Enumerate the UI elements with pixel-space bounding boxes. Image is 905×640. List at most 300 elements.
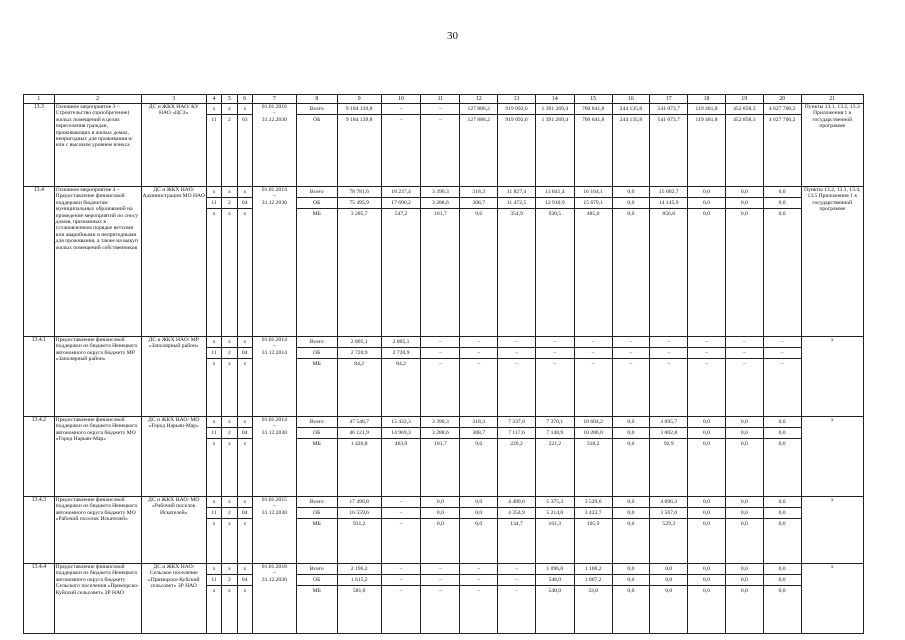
funding-source-label: Всего [297,564,337,575]
value-cell [650,104,688,187]
value-amount: 318,3 [460,187,497,198]
date-start: 01.01.2014 [261,337,287,343]
budget-code-value: 04 [238,508,252,519]
column-header: 17 [650,95,688,104]
budget-code-value: x [222,417,236,428]
budget-code-value: x [207,187,221,198]
funding-source-label: ОБ [297,428,337,439]
value-amount: – [688,348,725,359]
value-cell [688,417,726,497]
date-start: 01.01.2018 [261,564,287,570]
value-cell [498,337,536,417]
value-amount: 0,0 [726,417,763,428]
value-amount: 14 145,9 [650,198,687,209]
value-amount: 0,0 [726,198,763,209]
budget-code-cell [237,104,252,187]
value-cell [535,104,574,187]
budget-code-value: 04 [238,575,252,586]
item-code: 13.4.2 [24,417,55,497]
value-amount: 0,0 [726,575,763,586]
value-cell [381,417,421,497]
table-row [24,417,864,497]
value-amount: 18 237,4 [382,187,421,198]
value-cell [650,564,688,634]
value-cell [337,417,381,497]
value-amount: 0,0 [764,497,801,508]
value-amount: 0,0 [613,508,650,519]
value-amount: 0,0 [726,497,763,508]
value-amount: – [575,337,612,348]
value-amount: 760 641,8 [575,104,612,115]
value-cell [688,104,726,187]
budget-code-value: x [243,361,247,367]
value-amount: – [399,588,403,594]
value-amount: 0,0 [613,575,650,586]
value-amount: 1 100,2 [575,564,612,575]
value-amount: – [536,337,574,348]
value-cell [725,104,763,187]
budget-code-cell [206,417,221,497]
value-amount: 4 627 700,2 [768,117,796,123]
value-amount: 244 135,8 [619,117,643,123]
value-cell [688,337,726,417]
period-cell [252,497,296,564]
value-amount: – [399,117,403,123]
value-amount: 2 720,9 [338,348,381,359]
value-cell [688,564,726,634]
value-amount: 919 092,6 [505,117,528,123]
budget-code-value: x [228,211,231,217]
value-amount: 2 805,1 [338,337,381,348]
value-amount: 931,2 [352,521,366,527]
value-amount: 33,0 [588,588,599,594]
column-header: 7 [252,95,296,104]
value-amount: 0,0 [703,441,711,447]
value-amount: 4 096,3 [650,497,687,508]
value-cell [763,497,801,564]
value-amount: 0,0 [778,441,786,447]
value-amount: 0,0 [627,441,635,447]
funding-source-label: ОБ [313,117,321,123]
value-amount: 0,0 [613,497,650,508]
value-amount: 1 096,0 [536,564,574,575]
value-cell [498,104,536,187]
funding-source-label: ОБ [297,575,337,586]
value-amount: – [421,104,459,115]
value-cell [421,337,460,417]
responsible-executor: ДС и ЖКХ НАО/ МО «Рабочий поселок Искателей» [141,497,206,564]
value-cell [688,187,726,337]
value-cell [535,564,574,634]
value-amount: – [650,348,687,359]
budget-code-cell [222,497,237,564]
funding-source-cell [296,497,337,564]
value-amount: – [688,337,725,348]
budget-code-value: x [212,588,216,594]
value-amount: – [382,564,421,575]
value-amount: 17 690,2 [382,198,421,209]
value-cell [612,564,650,634]
value-amount: – [726,348,763,359]
budget-code-value: 2 [222,348,236,359]
value-amount: 84,2 [354,361,365,367]
value-cell [421,564,460,634]
value-amount: 7 148,9 [536,428,574,439]
budget-code-value: x [238,564,252,575]
responsible-executor: ДС и ЖКХ НАО/ Администрации МО НАО [141,187,206,337]
budget-code-value: x [238,497,252,508]
funding-source-label: Всего [297,417,337,428]
value-cell [535,337,574,417]
column-header: 1 [24,95,55,104]
period-cell [252,564,296,634]
value-amount: 0,0 [726,187,763,198]
item-code: 13.4.3 [24,497,55,564]
value-cell [498,497,536,564]
funding-source-label: МБ [312,588,321,594]
budget-code-cell [222,187,237,337]
budget-code-value: x [207,564,221,575]
value-amount: 3 423,7 [575,508,612,519]
value-amount: 0,0 [627,211,635,217]
date-start: 01.01.2016 [261,104,287,110]
budget-code-value: 04 [238,348,252,359]
value-amount: 7 337,8 [498,417,535,428]
budget-code-value: x [243,521,247,527]
value-amount: – [650,337,687,348]
value-amount: 4 489,6 [498,497,535,508]
value-amount: – [629,361,633,367]
value-amount: 13 841,4 [536,187,574,198]
date-end: 31.12.2030 [261,576,287,583]
value-amount: – [421,564,459,575]
value-cell [337,337,381,417]
funding-source-label: Всего [297,104,337,115]
value-cell [725,187,763,337]
value-amount: 46 121,9 [338,428,381,439]
budget-code-value: 2 [222,575,236,586]
value-cell [381,187,421,337]
value-amount: 0,0 [613,198,650,209]
budget-code-value: x [228,361,231,367]
value-amount: 0,0 [460,497,497,508]
table-row [24,497,864,564]
table-row [24,337,864,417]
funding-source-label: ОБ [297,198,337,209]
value-amount: 930,5 [548,211,562,217]
value-amount: 0,0 [726,508,763,519]
budget-code-value: 04 [238,428,252,439]
budget-code-value: x [222,497,236,508]
value-amount: – [667,361,671,367]
value-amount: 3 002,8 [650,428,687,439]
value-amount: 0,0 [627,588,635,594]
value-amount: 127 886,2 [467,117,490,123]
value-amount: 0,0 [688,428,725,439]
value-cell [421,497,460,564]
funding-source-label: МБ [312,361,321,367]
item-name: Предоставление финансовой поддержки из бюджета Ненецкого автономного округа бюджету МО «Город Нарьян-Мар» [54,417,141,497]
value-amount: 0,0 [726,428,763,439]
value-amount: – [439,588,442,594]
program-reference: Пункты 13.2, 13.3, 13.4, 13.5 Приложения 1 к государственной программе [801,187,863,337]
value-cell [460,564,498,634]
value-amount: 1 067,2 [575,575,612,586]
value-amount: – [498,564,535,575]
value-amount: 354,9 [510,211,523,217]
value-cell [381,337,421,417]
period-cell [252,337,296,417]
date-dash: – [272,423,276,430]
value-amount: 308,7 [460,198,497,209]
value-cell [612,187,650,337]
value-amount: 16 164,1 [575,187,612,198]
value-amount: 0,0 [436,521,444,527]
value-amount: 0,0 [764,417,801,428]
budget-code-value: 03 [241,117,248,123]
program-reference: x [801,417,863,497]
value-cell [460,497,498,564]
value-cell [460,417,498,497]
budget-code-cell [237,564,252,634]
column-header: 15 [574,95,612,104]
value-amount: – [460,564,497,575]
value-amount: 5 214,0 [536,508,574,519]
value-cell [650,187,688,337]
date-dash: – [272,110,276,117]
budget-code-value: x [222,564,236,575]
value-amount: 0,0 [613,428,650,439]
item-name: Предоставление финансовой поддержки из бюджета Ненецкого автономного округа бюджету МР «Заполярный район» [54,337,141,417]
value-amount: 0,0 [764,508,801,519]
responsible-executor: ДС и ЖКХ НАО/ МО «Город Нарьян-Мар» [141,417,206,497]
column-header: 20 [763,95,801,104]
item-code: 13.4.4 [24,564,55,634]
budget-code-value: x [222,104,236,115]
value-cell [498,187,536,337]
budget-code-cell [222,417,237,497]
value-amount: 1 391 269,4 [536,104,574,115]
value-amount: – [439,117,442,123]
value-amount: – [421,575,459,586]
budget-code-value: x [238,187,252,198]
value-amount: 0,0 [475,521,483,527]
budget-code-value: x [222,337,236,348]
value-amount: 15 002,7 [650,187,687,198]
value-cell [574,187,612,337]
column-header: 8 [296,95,337,104]
value-cell [460,337,498,417]
value-cell [725,564,763,634]
budget-code-cell [222,104,237,187]
value-amount: – [477,361,481,367]
value-amount: 919 092,6 [498,104,535,115]
column-header: 2 [54,95,141,104]
date-start: 01.01.2014 [261,187,287,193]
budget-code-value: 2 [222,198,236,209]
value-amount: 452 858,3 [726,104,763,115]
column-header: 12 [460,95,498,104]
budget-code-cell [206,564,221,634]
value-cell [381,497,421,564]
responsible-executor: ДС и ЖКХ НАО/ КУ НАО «ЦСЗ» [141,104,206,187]
funding-source-label: МБ [312,211,321,217]
value-amount: 0,0 [726,564,763,575]
value-amount: – [498,337,535,348]
value-amount: 4 354,9 [498,508,535,519]
value-cell [337,187,381,337]
value-cell [460,104,498,187]
value-amount: 134,7 [510,521,523,527]
value-cell [650,497,688,564]
budget-code-value: x [207,417,221,428]
value-amount: – [726,337,763,348]
value-amount: 9 184 139,8 [338,104,381,115]
column-header: 4 [206,95,221,104]
date-dash: – [272,193,276,200]
value-amount: – [515,588,518,594]
funding-source-label: МБ [312,521,321,527]
date-dash: – [272,343,276,350]
value-amount: 0,0 [740,521,748,527]
value-amount: 541 073,7 [657,117,680,123]
date-start: 01.01.2015 [261,497,287,503]
value-amount: 0,0 [703,521,711,527]
date-start: 01.01.2014 [261,417,287,423]
value-cell [725,417,763,497]
budget-code-value: 11 [207,428,221,439]
date-dash: – [272,570,276,577]
value-amount: – [439,361,442,367]
value-amount: 0,0 [703,588,711,594]
value-cell [725,497,763,564]
value-amount: – [591,361,595,367]
budget-code-value: x [238,337,252,348]
value-amount: – [498,575,535,586]
value-amount: – [613,348,650,359]
value-amount: 0,0 [688,564,725,575]
value-amount: 1 426,8 [350,441,368,447]
value-amount: 3 390,3 [421,417,459,428]
value-amount: – [460,575,497,586]
budget-code-value: x [238,417,252,428]
value-amount: 105,9 [586,521,600,527]
value-cell [535,497,574,564]
responsible-executor: ДС и ЖКХ НАО/ Сельское поселение «Приморско-Куйский сельсовет» ЗР НАО [141,564,206,634]
column-header: 13 [498,95,536,104]
value-amount: 0,0 [627,521,635,527]
value-cell [612,337,650,417]
item-name: Основное мероприятие 3 – Строительство (приобретение) жилых помещений в целях переселения граждан, проживающих в жилых домах, непригодных для проживания и/или с высоким уровнем износа [54,104,141,187]
value-cell [650,337,688,417]
budget-code-value: 2 [228,117,231,123]
value-cell [381,564,421,634]
column-header: 10 [381,95,421,104]
table-row [24,104,864,187]
value-cell [421,187,460,337]
value-amount: – [764,348,801,359]
budget-code-cell [222,564,237,634]
budget-code-value: x [243,588,247,594]
value-amount: 0,0 [740,588,748,594]
budget-code-value: x [243,441,247,447]
value-amount: 0,0 [764,564,801,575]
value-amount: – [382,497,421,508]
value-cell [763,564,801,634]
value-amount: – [536,348,574,359]
value-amount: – [477,588,481,594]
value-cell [498,417,536,497]
value-amount: 548,0 [536,575,574,586]
budget-code-cell [237,337,252,417]
value-cell [688,497,726,564]
value-cell [574,337,612,417]
column-header: 3 [141,95,206,104]
value-amount: 0,0 [764,198,801,209]
column-header: 18 [688,95,726,104]
period-cell [252,187,296,337]
value-amount: 78 781,6 [338,187,381,198]
value-amount: 92,9 [663,441,674,447]
funding-source-cell [296,187,337,337]
value-amount: 10 604,2 [575,417,612,428]
item-name: Предоставление финансовой поддержки из бюджета Ненецкого автономного округа бюджету МО «Рабочий поселок Искателей» [54,497,141,564]
value-amount: 9,6 [475,441,483,447]
value-amount: – [382,508,421,519]
budget-code-value: x [207,337,221,348]
value-amount: – [553,361,557,367]
value-cell [612,104,650,187]
value-amount: 3 390,3 [421,187,459,198]
value-amount: 15 432,3 [382,417,421,428]
column-header: 6 [237,95,252,104]
value-cell [460,187,498,337]
item-code: 13.3 [24,104,55,187]
value-cell [574,497,612,564]
value-amount: 0,0 [421,508,459,519]
budget-code-value: 2 [222,428,236,439]
date-end: 31.12.2030 [261,429,287,436]
budget-code-value: x [212,521,216,527]
value-amount: – [764,337,801,348]
value-amount: 0,0 [688,417,725,428]
column-header: 19 [725,95,763,104]
program-table [23,94,864,634]
value-cell [763,187,801,337]
value-amount: 3 288,6 [421,198,459,209]
value-amount: 0,0 [688,497,725,508]
value-amount: 84,2 [396,361,406,367]
value-amount: 3 285,7 [350,211,368,217]
budget-code-cell [206,187,221,337]
value-amount: 0,0 [740,441,748,447]
value-amount: 548,0 [548,588,562,594]
value-cell [574,564,612,634]
value-amount: – [421,337,459,348]
budget-code-value: 11 [211,117,217,123]
table-row [24,187,864,337]
value-amount: 101,7 [434,441,447,447]
value-amount: – [399,521,403,527]
value-cell [574,417,612,497]
value-amount: – [780,361,784,367]
value-amount: 856,8 [662,211,676,217]
value-amount: 0,0 [460,508,497,519]
value-amount: 0,0 [764,428,801,439]
period-cell [252,417,296,497]
budget-code-value: 11 [207,508,221,519]
program-reference: Пункты 13.1, 13.2, 13.3 Приложения 1 к государственной программе [801,104,863,187]
